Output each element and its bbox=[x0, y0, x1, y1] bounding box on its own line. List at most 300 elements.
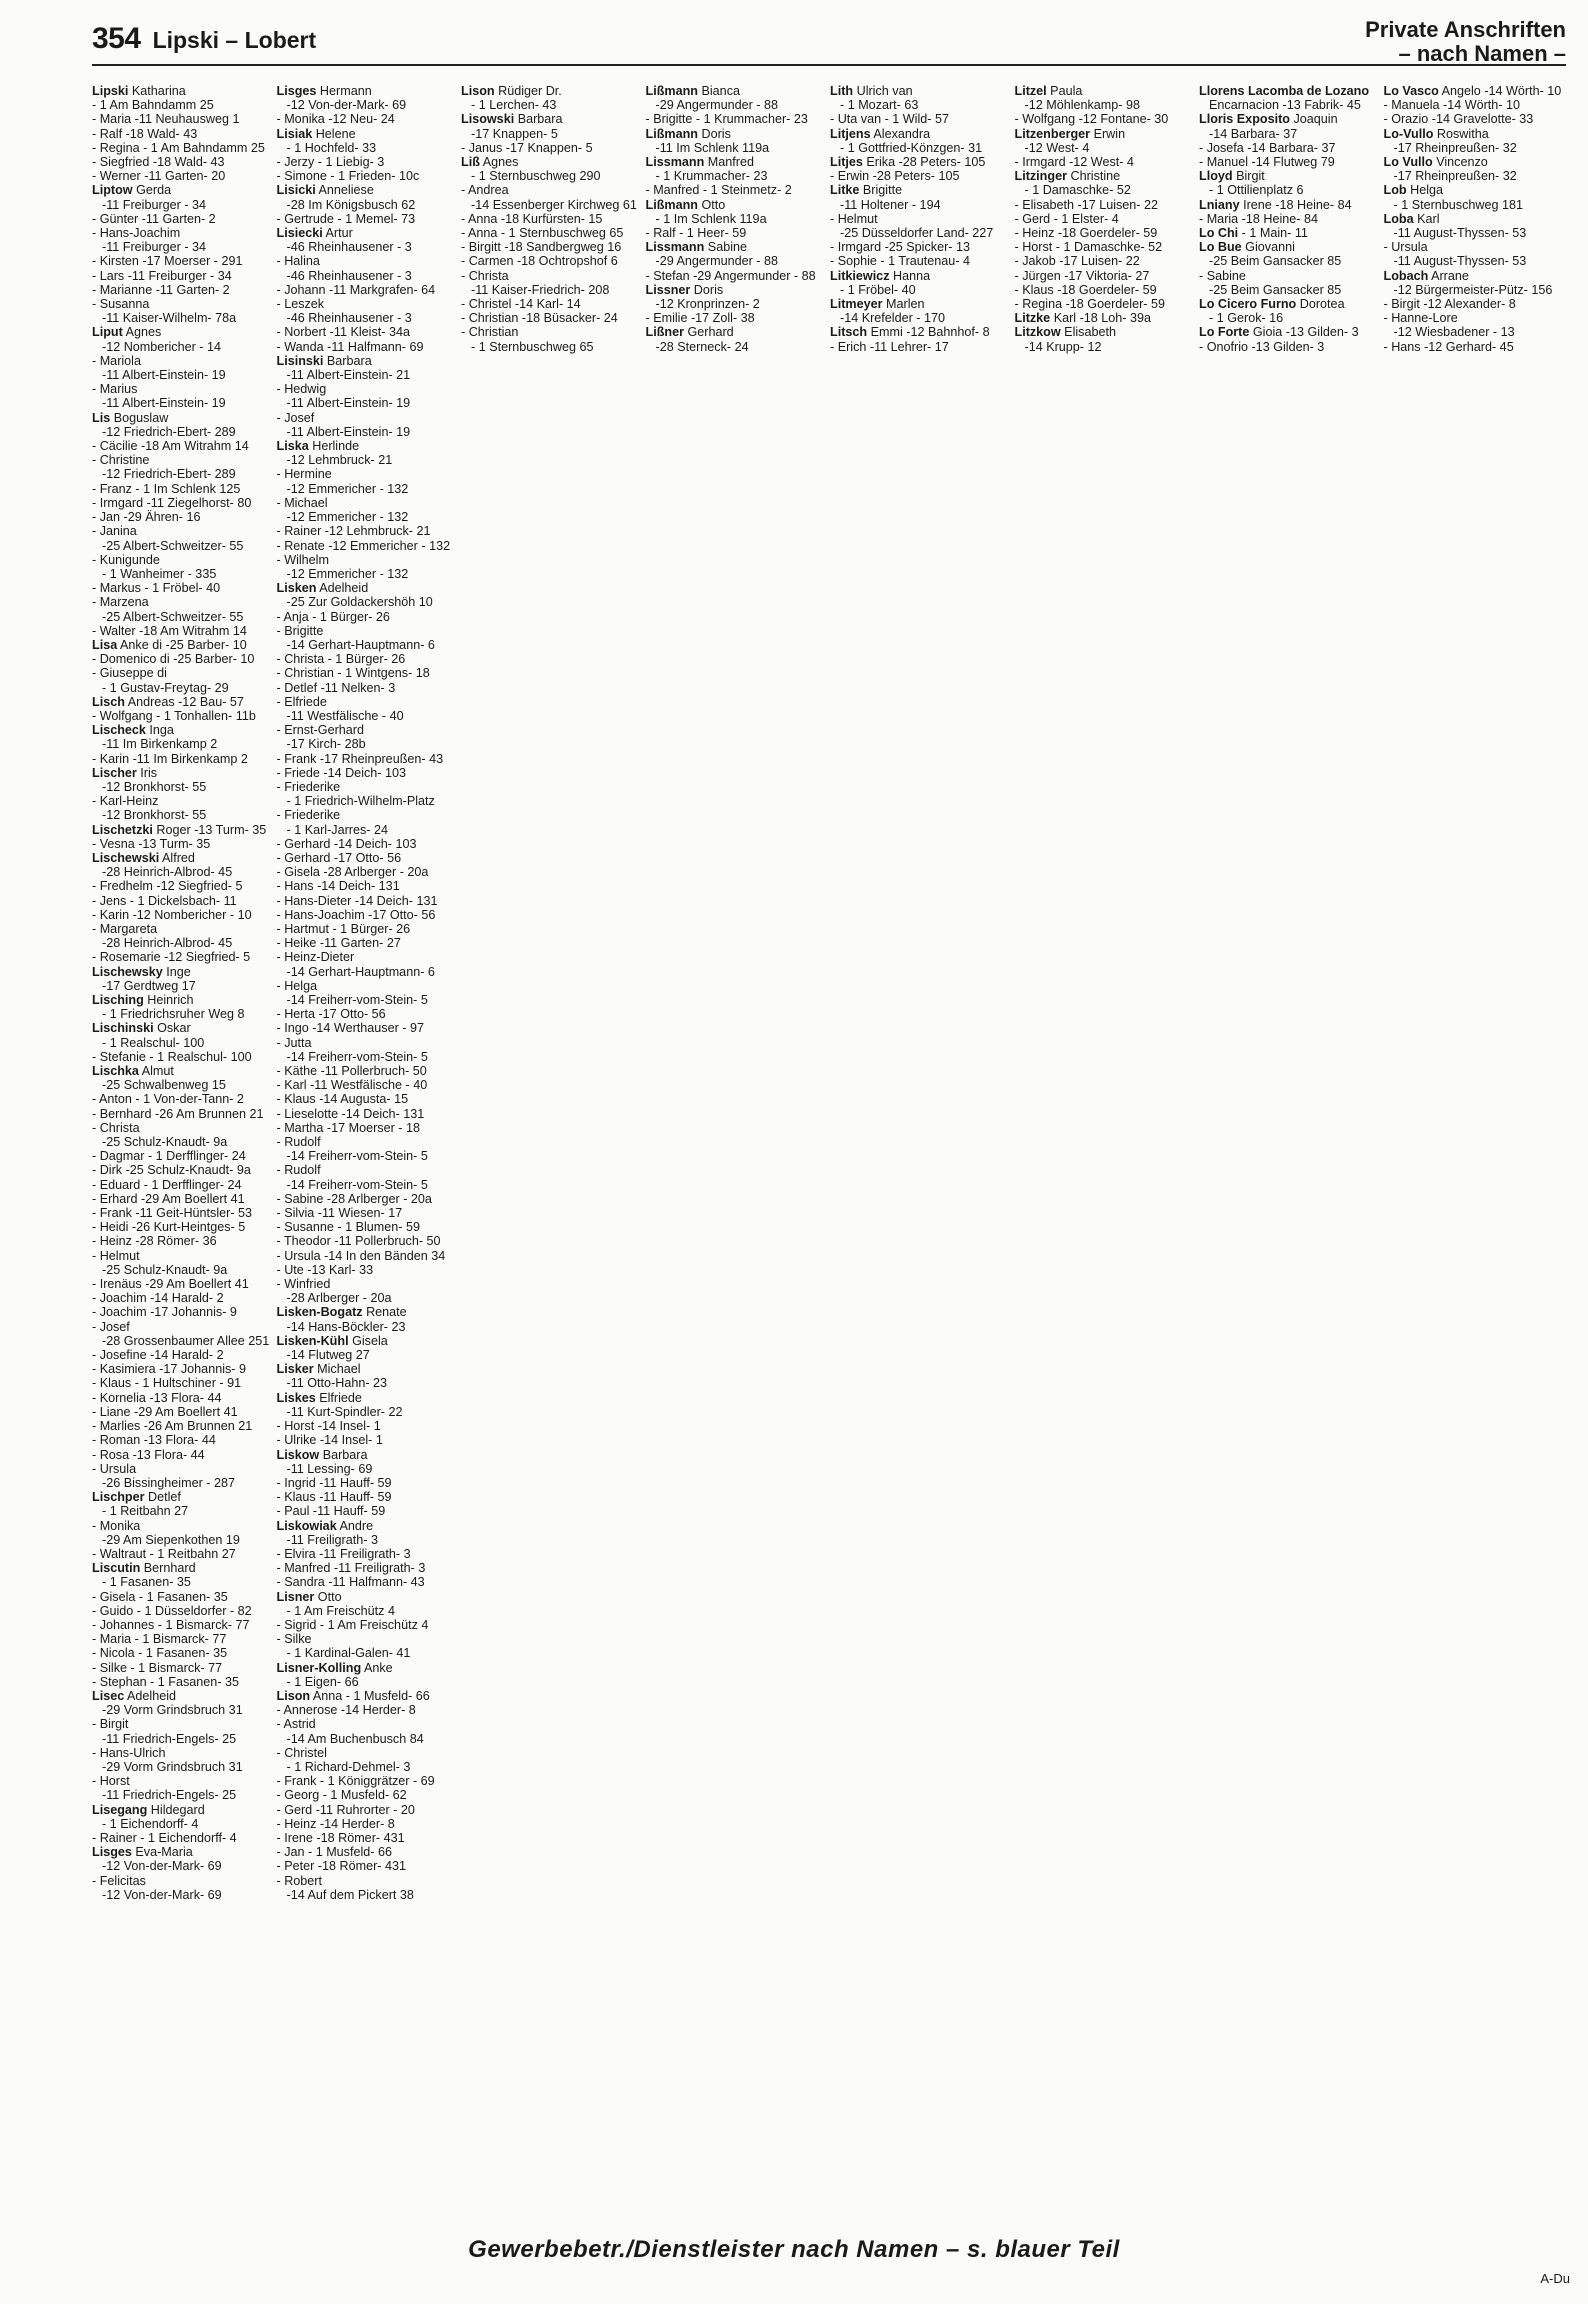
entry-surname bbox=[92, 183, 271, 197]
entry-member: - Ralf - 1 Heer- 59 bbox=[645, 226, 747, 241]
entry-member: - Roman -13 Flora- 44 bbox=[92, 1433, 216, 1448]
surname: Lisiecki bbox=[276, 226, 323, 241]
entry-surname bbox=[277, 1448, 456, 1462]
entry-member: - Renate -12 Emmericher - 132 bbox=[276, 538, 451, 553]
entry-member: - Janina bbox=[92, 524, 137, 539]
entry-member: - Ernst-Gerhard bbox=[276, 723, 364, 738]
surname: Lisa bbox=[92, 637, 118, 652]
entry-member: - Mariola bbox=[92, 353, 141, 368]
entry-surname bbox=[646, 240, 825, 254]
entry-member: - Stefan -29 Angermunder - 88 bbox=[645, 268, 816, 283]
surname: Lisegang bbox=[92, 1802, 148, 1817]
entry-member: - Rosemarie -12 Siegfried- 5 bbox=[92, 950, 251, 965]
entry-member: - Maria - 1 Bismarck- 77 bbox=[92, 1632, 227, 1647]
entry-surname bbox=[277, 1334, 456, 1348]
entry-address: -12 Bürgermeister-Pütz- 156 bbox=[1393, 282, 1553, 297]
surname: Llorens Lacomba de Lozano bbox=[1199, 84, 1370, 98]
entry-member: - Gerhard -17 Otto- 56 bbox=[276, 850, 402, 865]
entry-member: - Jan -29 Ähren- 16 bbox=[92, 510, 201, 525]
entry-surname bbox=[277, 1590, 456, 1604]
entry-member: - Klaus - 1 Hultschiner - 91 bbox=[92, 1376, 242, 1391]
entry-member: - Marianne -11 Garten- 2 bbox=[92, 282, 230, 297]
entry-member: - Robert bbox=[276, 1873, 322, 1888]
entry-member: - Winfried bbox=[276, 1277, 331, 1292]
given-name: Hildegard bbox=[147, 1802, 205, 1817]
surname: Lischka bbox=[92, 1064, 139, 1079]
entry-member: - Hans -14 Deich- 131 bbox=[276, 879, 400, 894]
entry-member: - Maria -11 Neuhausweg 1 bbox=[92, 112, 240, 127]
given-name: Doris bbox=[697, 126, 731, 141]
surname: Lipski bbox=[92, 84, 129, 98]
entry-member: - Christel -14 Karl- 14 bbox=[461, 297, 581, 312]
surname: Lischewsky bbox=[92, 964, 163, 979]
entry-address: -11 Freiburger - 34 bbox=[102, 197, 207, 212]
given-name: Iris bbox=[136, 765, 158, 780]
listing-column bbox=[646, 84, 825, 2234]
given-name: Almut bbox=[138, 1064, 174, 1079]
entry-surname bbox=[277, 1362, 456, 1376]
surname: Lo Forte bbox=[1199, 325, 1250, 340]
surname: Lischer bbox=[92, 765, 137, 780]
entry-member: - Guido - 1 Düsseldorfer - 82 bbox=[92, 1603, 252, 1618]
entry-address: -12 Friedrich-Ebert- 289 bbox=[102, 424, 236, 439]
entry-member: - Sandra -11 Halfmann- 43 bbox=[276, 1575, 425, 1590]
entry-address: -11 Freiligrath- 3 bbox=[286, 1532, 378, 1547]
entry-address: -29 Angermunder - 88 bbox=[655, 254, 779, 269]
entry-member: - Kirsten -17 Moerser - 291 bbox=[92, 254, 243, 269]
entry-member: - Horst - 1 Damaschke- 52 bbox=[1014, 240, 1163, 255]
surname: Lobach bbox=[1383, 268, 1429, 283]
entry-surname bbox=[92, 1803, 271, 1817]
entry-address: -12 Emmericher - 132 bbox=[286, 566, 409, 581]
entry-surname bbox=[92, 723, 271, 737]
entry-member: - Ute -13 Karl- 33 bbox=[276, 1262, 374, 1277]
entry-member: - Josef bbox=[276, 410, 315, 425]
surname: Lisiak bbox=[276, 126, 313, 141]
entry-address: -11 Albert-Einstein- 19 bbox=[102, 368, 226, 383]
entry-member: - Janus -17 Knappen- 5 bbox=[461, 140, 593, 155]
entry-member: - Irmgard -12 West- 4 bbox=[1014, 155, 1134, 170]
entry-surname bbox=[830, 183, 1009, 197]
surname: Liscutin bbox=[92, 1561, 141, 1576]
entry-surname bbox=[1384, 212, 1563, 226]
entry-address: -26 Bissingheimer - 287 bbox=[102, 1475, 235, 1490]
entry-address: -28 Heinrich-Albrod- 45 bbox=[102, 865, 233, 880]
entry-address: - 1 Gustav-Freytag- 29 bbox=[102, 680, 229, 695]
listing-column bbox=[1199, 84, 1378, 2234]
entry-member: - Giuseppe di bbox=[92, 666, 167, 681]
surname: Lisges bbox=[92, 1845, 132, 1860]
entry-member: - Horst -14 Insel- 1 bbox=[276, 1419, 381, 1434]
entry-address: - 1 Wanheimer - 335 bbox=[102, 566, 217, 581]
given-name: Brigitte bbox=[859, 183, 903, 198]
entry-member: - Heinz -14 Herder- 8 bbox=[276, 1816, 395, 1831]
entry-address: - 1 Gerok- 16 bbox=[1209, 311, 1284, 326]
entry-member: - Friede -14 Deich- 103 bbox=[276, 765, 406, 780]
entry-address: -25 Albert-Schweitzer- 55 bbox=[102, 609, 244, 624]
given-name: Gerhard bbox=[683, 325, 734, 340]
surname: Lisken bbox=[276, 581, 317, 596]
entry-member: - Joachim -17 Johannis- 9 bbox=[92, 1305, 237, 1320]
given-name: Vincenzo bbox=[1432, 155, 1488, 170]
surname: Lißmann bbox=[645, 126, 698, 141]
entry-surname bbox=[277, 1305, 456, 1319]
entry-surname bbox=[1384, 269, 1563, 283]
section-heading-line1: Private Anschriften bbox=[1365, 17, 1566, 42]
entry-member: - Heidi -26 Kurt-Heintges- 5 bbox=[92, 1220, 246, 1235]
entry-member: - Fredhelm -12 Siegfried- 5 bbox=[92, 879, 243, 894]
entry-member: - Paul -11 Hauff- 59 bbox=[276, 1504, 386, 1519]
section-heading-line2: – nach Namen – bbox=[1398, 41, 1566, 67]
entry-address: - 1 Eigen- 66 bbox=[286, 1674, 359, 1689]
entry-member: - Manfred - 1 Steinmetz- 2 bbox=[645, 183, 792, 198]
entry-member: - Heinz-Dieter bbox=[276, 950, 355, 965]
surname: Lisicki bbox=[276, 183, 316, 198]
given-name: Artur bbox=[322, 226, 353, 241]
entry-member: - Susanna bbox=[92, 297, 150, 312]
entry-address: -12 Emmericher - 132 bbox=[286, 481, 409, 496]
given-name: Hermann bbox=[316, 84, 372, 98]
entry-member: - Birgit bbox=[92, 1717, 129, 1732]
entry-surname bbox=[92, 1490, 271, 1504]
given-name: Anke di -25 Barber- 10 bbox=[117, 637, 247, 652]
entry-surname bbox=[92, 1064, 271, 1078]
entry-address: -29 Angermunder - 88 bbox=[655, 98, 779, 113]
entry-member: - Wanda -11 Halfmann- 69 bbox=[276, 339, 424, 354]
entry-member: - Birgitt -18 Sandbergweg 16 bbox=[461, 240, 622, 255]
entry-member: - Klaus -18 Goerdeler- 59 bbox=[1014, 282, 1157, 297]
surname: Lis bbox=[92, 410, 111, 425]
entry-address: -11 Albert-Einstein- 19 bbox=[286, 424, 411, 439]
entry-address: -11 Albert-Einstein- 19 bbox=[286, 396, 411, 411]
entry-member: - Martha -17 Moerser - 18 bbox=[276, 1120, 420, 1135]
entry-address: -11 Im Schlenk 119a bbox=[655, 140, 770, 155]
entry-surname bbox=[92, 84, 271, 98]
entry-address: -46 Rheinhausener - 3 bbox=[286, 268, 412, 283]
entry-member: - Siegfried -18 Wald- 43 bbox=[92, 155, 225, 170]
entry-address: -12 Von-der-Mark- 69 bbox=[102, 1887, 222, 1902]
entry-member: - Christine bbox=[92, 453, 150, 468]
entry-member: - Christa bbox=[461, 268, 509, 283]
entry-address: -12 Bronkhorst- 55 bbox=[102, 808, 207, 823]
entry-address: -17 Rheinpreußen- 32 bbox=[1393, 169, 1517, 184]
entry-address: - 1 Gottfried-Könzgen- 31 bbox=[840, 140, 983, 155]
entry-surname bbox=[277, 1661, 456, 1675]
entry-address: -17 Kirch- 28b bbox=[286, 737, 366, 752]
entry-member: - Marius bbox=[92, 382, 138, 397]
entry-surname bbox=[646, 283, 825, 297]
entry-member: - Irmgard -11 Ziegelhorst- 80 bbox=[92, 495, 252, 510]
entry-member: - Hans-Dieter -14 Deich- 131 bbox=[276, 893, 438, 908]
entry-surname bbox=[92, 1561, 271, 1575]
entry-address: -29 Vorm Grindsbruch 31 bbox=[102, 1703, 243, 1718]
entry-surname bbox=[277, 354, 456, 368]
entry-address: -25 Zur Goldackershöh 10 bbox=[286, 595, 433, 610]
entry-member: - Markus - 1 Fröbel- 40 bbox=[92, 581, 221, 596]
given-name: Bernhard bbox=[140, 1561, 196, 1576]
entry-member: - Helmut bbox=[830, 211, 878, 226]
given-name: Gerda bbox=[132, 183, 172, 198]
surname: Lith bbox=[830, 84, 854, 98]
entry-address: -46 Rheinhausener - 3 bbox=[286, 311, 412, 326]
entry-surname bbox=[92, 695, 271, 709]
entry-member: - Heinz -18 Goerdeler- 59 bbox=[1014, 226, 1158, 241]
entry-address: -11 August-Thyssen- 53 bbox=[1393, 254, 1527, 269]
surname: Loba bbox=[1383, 211, 1414, 226]
entry-address: -11 Albert-Einstein- 19 bbox=[102, 396, 226, 411]
entry-member: - Karin -11 Im Birkenkamp 2 bbox=[92, 751, 248, 766]
entry-member: - Theodor -11 Pollerbruch- 50 bbox=[276, 1234, 441, 1249]
given-name: - 1 Main- 11 bbox=[1238, 226, 1308, 241]
entry-address: - 1 Fasanen- 35 bbox=[102, 1575, 191, 1590]
entry-member: - Rudolf bbox=[276, 1135, 321, 1150]
entry-member: - Jakob -17 Luisen- 22 bbox=[1014, 254, 1140, 269]
given-name: Heinrich bbox=[143, 993, 194, 1007]
surname: Lo Cicero Furno bbox=[1199, 297, 1297, 312]
entry-surname bbox=[277, 1391, 456, 1405]
entry-address: - 1 Ottilienplatz 6 bbox=[1209, 183, 1304, 198]
entry-address: Encarnacion -13 Fabrik- 45 bbox=[1209, 98, 1361, 113]
entry-member: - Ulrike -14 Insel- 1 bbox=[276, 1433, 383, 1448]
entry-surname bbox=[92, 1021, 271, 1035]
entry-member: - Irmgard -25 Spicker- 13 bbox=[830, 240, 970, 255]
entry-member: - Emilie -17 Zoll- 38 bbox=[645, 311, 755, 326]
entry-address: - 1 Krummacher- 23 bbox=[655, 169, 768, 184]
surname: Lißner bbox=[645, 325, 684, 340]
surname: Lisinski bbox=[276, 353, 324, 368]
entry-member: - Dagmar - 1 Derfflinger- 24 bbox=[92, 1149, 246, 1164]
entry-address: -25 Schwalbenweg 15 bbox=[102, 1078, 226, 1093]
entry-surname bbox=[1015, 169, 1194, 183]
entry-member: - Simone - 1 Frieden- 10c bbox=[276, 169, 420, 184]
page-header-left bbox=[92, 22, 316, 56]
entry-address: - 1 Reitbahn 27 bbox=[102, 1504, 189, 1519]
entry-address: -25 Beim Gansacker 85 bbox=[1209, 282, 1342, 297]
entry-member: - Werner -11 Garten- 20 bbox=[92, 169, 226, 184]
given-name: Elfriede bbox=[315, 1390, 362, 1405]
entry-member: - Orazio -14 Gravelotte- 33 bbox=[1383, 112, 1534, 127]
entry-address: - 1 Sternbuschweg 290 bbox=[471, 169, 601, 184]
surname: Liskes bbox=[276, 1390, 316, 1405]
surname: Lissner bbox=[645, 282, 691, 297]
entry-member: - Johannes - 1 Bismarck- 77 bbox=[92, 1617, 250, 1632]
surname: Liskowiak bbox=[276, 1518, 337, 1533]
surname: Lischeck bbox=[92, 723, 146, 738]
entry-member: - Onofrio -13 Gilden- 3 bbox=[1199, 339, 1325, 354]
entry-member: - Karin -12 Nombericher - 10 bbox=[92, 907, 252, 922]
given-name: Dorotea bbox=[1296, 297, 1345, 312]
entry-address: -12 Bronkhorst- 55 bbox=[102, 779, 207, 794]
given-name: Andreas -12 Bau- 57 bbox=[124, 694, 244, 709]
surname: Lißmann bbox=[645, 84, 698, 98]
surname: Litzel bbox=[1014, 84, 1047, 98]
given-name: Barbara bbox=[319, 1447, 368, 1462]
entry-surname bbox=[1199, 112, 1378, 126]
entry-member: - Elisabeth -17 Luisen- 22 bbox=[1014, 197, 1159, 212]
given-name: Herlinde bbox=[308, 439, 360, 454]
given-name: Doris bbox=[690, 282, 724, 297]
given-name: Adelheid bbox=[316, 581, 369, 596]
entry-member: - Manuela -14 Wörth- 10 bbox=[1383, 98, 1520, 113]
entry-address: -14 Auf dem Pickert 38 bbox=[286, 1887, 414, 1902]
entry-member: - Stephan - 1 Fasanen- 35 bbox=[92, 1674, 240, 1689]
entry-member: - Wolfgang - 1 Tonhallen- 11b bbox=[92, 708, 256, 723]
entry-address: - 1 Kardinal-Galen- 41 bbox=[286, 1646, 411, 1661]
entry-address: -14 Barbara- 37 bbox=[1209, 126, 1298, 141]
given-name: Giovanni bbox=[1241, 240, 1295, 255]
entry-member: - Hans -12 Gerhard- 45 bbox=[1383, 339, 1514, 354]
given-name: Bianca bbox=[697, 84, 740, 98]
entry-surname bbox=[1015, 311, 1194, 325]
entry-address: -17 Knappen- 5 bbox=[471, 126, 558, 141]
entry-member: - Anja - 1 Bürger- 26 bbox=[276, 609, 390, 624]
given-name: Angelo -14 Wörth- 10 bbox=[1438, 84, 1562, 98]
entry-member: - Sophie - 1 Trautenau- 4 bbox=[830, 254, 971, 269]
given-name: Alfred bbox=[159, 850, 195, 865]
entry-member: - Georg - 1 Musfeld- 62 bbox=[276, 1788, 407, 1803]
entry-member: - Horst bbox=[92, 1774, 130, 1789]
entry-member: - Günter -11 Garten- 2 bbox=[92, 211, 216, 226]
surname: Lloris Exposito bbox=[1199, 112, 1290, 127]
entry-address: - 1 Am Freischütz 4 bbox=[286, 1603, 395, 1618]
given-name: Alexandra bbox=[870, 126, 931, 141]
given-name: Andre bbox=[336, 1518, 374, 1533]
entry-member: - Walter -18 Am Witrahm 14 bbox=[92, 623, 247, 638]
entry-member: - 1 Am Bahndamm 25 bbox=[92, 98, 214, 113]
entry-surname bbox=[830, 325, 1009, 339]
surname: Litsch bbox=[830, 325, 868, 340]
entry-member: - Anna -18 Kurfürsten- 15 bbox=[461, 211, 603, 226]
entry-address: -14 Krupp- 12 bbox=[1024, 339, 1102, 354]
entry-surname bbox=[646, 127, 825, 141]
given-name: Anneliese bbox=[315, 183, 374, 198]
given-name: Paula bbox=[1046, 84, 1083, 98]
given-name: Inge bbox=[162, 964, 191, 979]
entry-member: - Rudolf bbox=[276, 1163, 321, 1178]
surname: Litkiewicz bbox=[830, 268, 890, 283]
entry-address: - 1 Damaschke- 52 bbox=[1024, 183, 1131, 198]
entry-member: - Susanne - 1 Blumen- 59 bbox=[276, 1220, 421, 1235]
surname: Lisowski bbox=[461, 112, 515, 127]
entry-member: - Jan - 1 Musfeld- 66 bbox=[276, 1845, 392, 1860]
entry-member: - Anton - 1 Von-der-Tann- 2 bbox=[92, 1092, 244, 1107]
entry-member: - Monika -12 Neu- 24 bbox=[276, 112, 395, 127]
entry-surname bbox=[830, 269, 1009, 283]
entry-surname bbox=[461, 84, 640, 98]
entry-address: - 1 Lerchen- 43 bbox=[471, 98, 557, 113]
given-name: Helga bbox=[1406, 183, 1443, 198]
entry-member: - Annerose -14 Herder- 8 bbox=[276, 1703, 416, 1718]
entry-surname bbox=[92, 993, 271, 1007]
entry-address: - 1 Im Schlenk 119a bbox=[655, 211, 767, 226]
entry-address: -14 Freiherr-vom-Stein- 5 bbox=[286, 993, 428, 1007]
entry-member: - Uta van - 1 Wild- 57 bbox=[830, 112, 949, 127]
surname: Lissmann bbox=[645, 155, 705, 170]
surname: Lischper bbox=[92, 1490, 145, 1505]
entry-address: - 1 Richard-Dehmel- 3 bbox=[286, 1759, 411, 1774]
entry-address: -11 Kaiser-Wilhelm- 78a bbox=[102, 311, 237, 326]
entry-member: - Friederike bbox=[276, 808, 341, 823]
entry-member: - Helmut bbox=[92, 1248, 140, 1263]
entry-member: - Hedwig bbox=[276, 382, 327, 397]
entry-member: - Gerd -11 Ruhrorter - 20 bbox=[276, 1802, 415, 1817]
entry-surname bbox=[1199, 297, 1378, 311]
entry-address: - 1 Friedrich-Wilhelm-Platz bbox=[286, 794, 435, 809]
given-name: Gioia -13 Gilden- 3 bbox=[1249, 325, 1359, 340]
given-name: Arrane bbox=[1428, 268, 1469, 283]
entry-address: -28 Grossenbaumer Allee 251 bbox=[102, 1333, 270, 1348]
surname: Litmeyer bbox=[830, 297, 883, 312]
entry-address: -11 Otto-Hahn- 23 bbox=[286, 1376, 388, 1391]
entry-member: - Johann -11 Markgrafen- 64 bbox=[276, 282, 436, 297]
entry-address: - 1 Sternbuschweg 181 bbox=[1393, 197, 1524, 212]
entry-address: - 1 Hochfeld- 33 bbox=[286, 140, 377, 155]
entry-surname bbox=[92, 823, 271, 837]
entry-address: -14 Freiherr-vom-Stein- 5 bbox=[286, 1049, 428, 1064]
entry-address: - 1 Sternbuschweg 65 bbox=[471, 339, 594, 354]
entry-member: - Jutta bbox=[276, 1035, 312, 1050]
entry-address: -12 Wiesbadener - 13 bbox=[1393, 325, 1515, 340]
surname: Liptow bbox=[92, 183, 133, 198]
entry-member: - Ursula -14 In den Bänden 34 bbox=[276, 1248, 446, 1263]
entry-address: - 1 Realschul- 100 bbox=[102, 1035, 205, 1050]
entry-surname bbox=[277, 127, 456, 141]
entry-surname bbox=[1199, 198, 1378, 212]
surname: Lisker bbox=[276, 1362, 314, 1377]
given-name: Renate bbox=[362, 1305, 407, 1320]
entry-surname bbox=[277, 1689, 456, 1703]
entry-member: - Andrea bbox=[461, 183, 509, 198]
entry-member: - Christian - 1 Wintgens- 18 bbox=[276, 666, 430, 681]
entry-member: - Erich -11 Lehrer- 17 bbox=[830, 339, 949, 354]
surname: Litzenberger bbox=[1014, 126, 1091, 141]
entry-member: - Brigitte - 1 Krummacher- 23 bbox=[645, 112, 808, 127]
surname: Lischewski bbox=[92, 850, 160, 865]
entry-address: -12 Friedrich-Ebert- 289 bbox=[102, 467, 236, 482]
entry-member: - Heinz -28 Römer- 36 bbox=[92, 1234, 217, 1249]
entry-address: -11 Kaiser-Friedrich- 208 bbox=[471, 282, 610, 297]
entry-surname bbox=[1199, 84, 1378, 98]
listing-column bbox=[461, 84, 640, 2234]
entry-address: -46 Rheinhausener - 3 bbox=[286, 240, 412, 255]
surname: Lo Bue bbox=[1199, 240, 1242, 255]
given-name: Agnes bbox=[122, 325, 162, 340]
surname: Litzkow bbox=[1014, 325, 1061, 340]
listing-column bbox=[1384, 84, 1563, 2234]
surname: Lo-Vullo bbox=[1383, 126, 1434, 141]
given-name: Anke bbox=[361, 1660, 393, 1675]
entry-member: - Helga bbox=[276, 978, 318, 993]
entry-member: - Wolfgang -12 Fontane- 30 bbox=[1014, 112, 1169, 127]
entry-member: - Christa - 1 Bürger- 26 bbox=[276, 652, 406, 667]
entry-surname bbox=[1384, 155, 1563, 169]
surname: Lob bbox=[1383, 183, 1407, 198]
entry-member: - Halina bbox=[276, 254, 320, 269]
given-name: Detlef bbox=[144, 1490, 181, 1505]
listing-columns bbox=[92, 84, 1562, 2234]
entry-member: - Herta -17 Otto- 56 bbox=[276, 1007, 386, 1022]
entry-member: - Josefine -14 Harald- 2 bbox=[92, 1348, 224, 1363]
surname: Litke bbox=[830, 183, 860, 198]
surname: Lison bbox=[461, 84, 495, 98]
entry-surname bbox=[646, 84, 825, 98]
entry-surname bbox=[1384, 183, 1563, 197]
entry-address: -11 Friedrich-Engels- 25 bbox=[102, 1731, 237, 1746]
given-name: Eva-Maria bbox=[131, 1845, 193, 1860]
entry-address: - 1 Fröbel- 40 bbox=[840, 282, 916, 297]
entry-surname bbox=[1199, 325, 1378, 339]
surname: Lisec bbox=[92, 1688, 125, 1703]
